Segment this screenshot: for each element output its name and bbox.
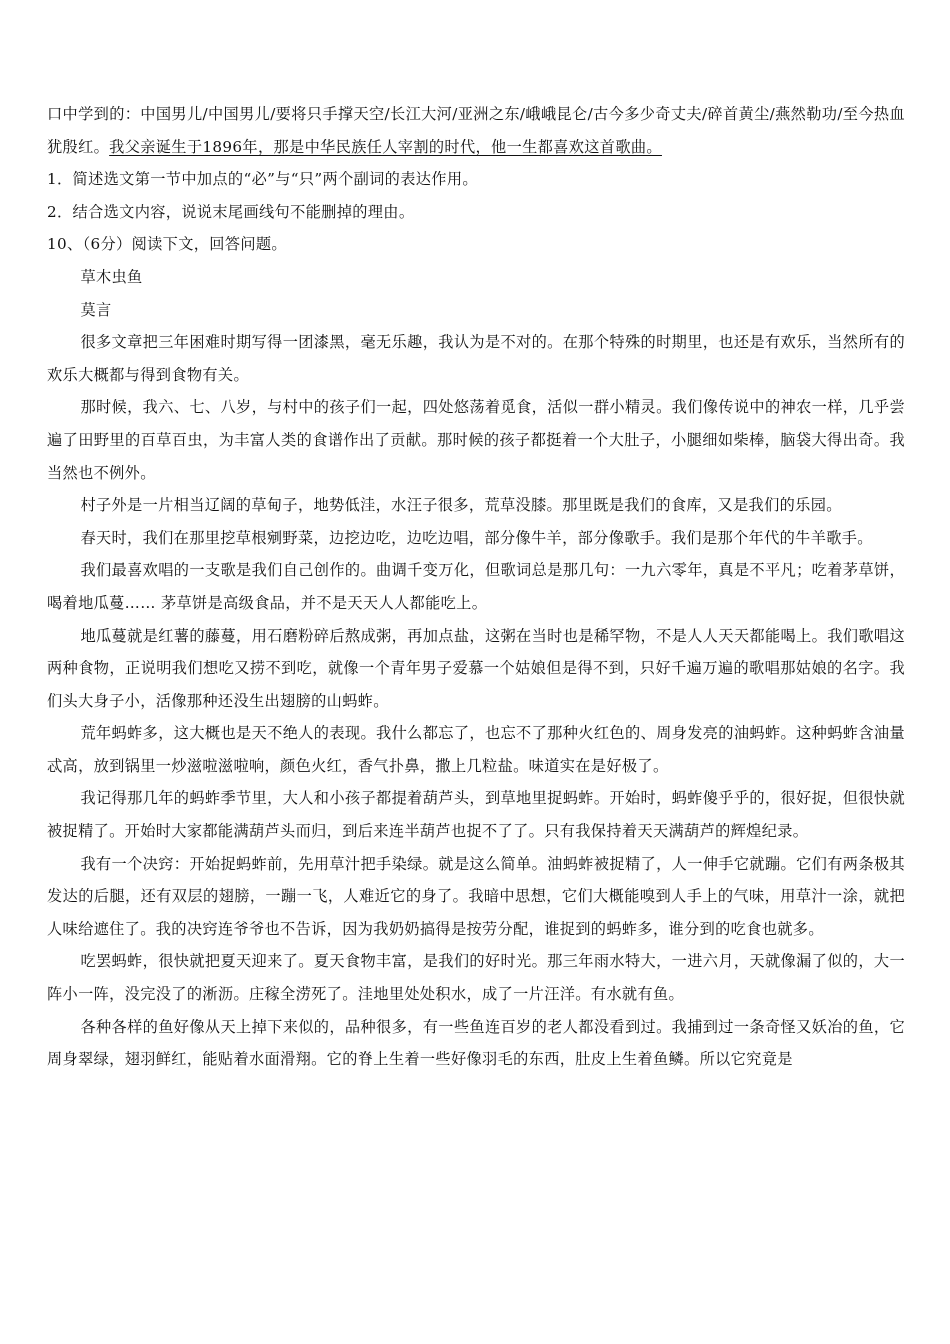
article-paragraph: 地瓜蔓就是红薯的藤蔓，用石磨粉碎后熬成粥，再加点盐，这粥在当时也是稀罕物，不是人人天天都能喝上。我们歌唱这两种食物，正说明我们想吃又捞不到吃，就像一个青年男子爱慕一个姑娘但是得不到，只好千遍万遍的歌唱那姑娘的名字。我们头大身子小，活像那种还没生出翅膀的山蚂蚱。 bbox=[47, 626, 905, 710]
article-paragraph: 各种各样的鱼好像从天上掉下来似的，品种很多，有一些鱼连百岁的老人都没看到过。我捕到过一条奇怪又妖冶的鱼，它周身翠绿，翅羽鲜红，能贴着水面滑翔。它的脊上生着一些好像羽毛的东西，肚皮上生着鱼鳞。所以它究竟是 bbox=[47, 1017, 905, 1069]
article-paragraph: 我有一个决窍：开始捉蚂蚱前，先用草汁把手染绿。就是这么简单。油蚂蚱被捉精了，人一伸手它就蹦。它们有两条极其发达的后腿，还有双层的翅膀，一蹦一飞，人难近它的身了。我暗中思想，它们大概能嗅到人手上的气味，用草汁一涂，就把人味给遮住了。我的决窍连爷爷也不告诉，因为我奶奶搞得是按劳分配，谁捉到的蚂蚱多，谁分到的吃食也就多。 bbox=[47, 854, 905, 938]
question-10-heading: 10、（6分）阅读下文，回答问题。 bbox=[47, 235, 287, 254]
article-author: 莫言 bbox=[80, 300, 112, 319]
document-page bbox=[47, 98, 905, 1076]
article-paragraph: 春天时，我们在那里挖草根剜野菜，边挖边吃，边吃边唱，部分像牛羊，部分像歌手。我们是那个年代的牛羊歌手。 bbox=[80, 528, 873, 547]
question-2: 2．结合选文内容，说说末尾画线句不能删掉的理由。 bbox=[47, 202, 415, 221]
lyrics-paragraph bbox=[47, 98, 905, 163]
article-paragraph: 很多文章把三年困难时期写得一团漆黑，毫无乐趣，我认为是不对的。在那个特殊的时期里，也还是有欢乐，当然所有的欢乐大概都与得到食物有关。 bbox=[47, 333, 905, 384]
lyrics-text: 口中学到的：中国男儿/中国男儿/要将只手撑天空/长江大河/亚洲之东/峨峨昆仑/古今多少奇丈夫/碎首黄尘/燕然勒功/至今热血犹殷红。 bbox=[47, 105, 905, 156]
question-1: 1．简述选文第一节中加点的“必”与“只”两个副词的表达作用。 bbox=[47, 170, 478, 189]
underlined-sentence: 我父亲诞生于1896年，那是中华民族任人宰割的时代，他一生都喜欢这首歌曲。 bbox=[109, 137, 662, 156]
article-paragraph: 吃罢蚂蚱，很快就把夏天迎来了。夏天食物丰富，是我们的好时光。那三年雨水特大，一进六月，天就像漏了似的，大一阵小一阵，没完没了的淅沥。庄稼全涝死了。洼地里处处积水，成了一片汪洋。有水就有鱼。 bbox=[47, 952, 905, 1004]
article-title: 草木虫鱼 bbox=[80, 267, 143, 286]
article-paragraph: 我记得那几年的蚂蚱季节里，大人和小孩子都提着葫芦头，到草地里捉蚂蚱。开始时，蚂蚱傻乎乎的，很好捉，但很快就被捉精了。开始时大家都能满葫芦头而归，到后来连半葫芦也捉不了了。只有我保持着天天满葫芦的辉煌纪录。 bbox=[47, 789, 905, 841]
article-paragraph: 那时候，我六、七、八岁，与村中的孩子们一起，四处悠荡着觅食，活似一群小精灵。我们像传说中的神农一样，几乎尝遍了田野里的百草百虫，为丰富人类的食谱作出了贡献。那时候的孩子都挺着一个大肚子，小腿细如柴棒，脑袋大得出奇。我当然也不例外。 bbox=[47, 398, 905, 482]
article-paragraph: 村子外是一片相当辽阔的草甸子，地势低洼，水汪子很多，荒草没膝。那里既是我们的食库，又是我们的乐园。 bbox=[80, 496, 842, 515]
article-paragraph: 荒年蚂蚱多，这大概也是天不绝人的表现。我什么都忘了，也忘不了那种火红色的、周身发亮的油蚂蚱。这种蚂蚱含油量忒高，放到锅里一炒滋啦滋啦响，颜色火红，香气扑鼻，撒上几粒盐。味道实在是好极了。 bbox=[47, 724, 905, 775]
article-paragraph: 我们最喜欢唱的一支歌是我们自己创作的。曲调千变万化，但歌词总是那几句：一九六零年，真是不平凡；吃着茅草饼，喝着地瓜蔓…… 茅草饼是高级食品，并不是天天人人都能吃上。 bbox=[47, 561, 905, 612]
